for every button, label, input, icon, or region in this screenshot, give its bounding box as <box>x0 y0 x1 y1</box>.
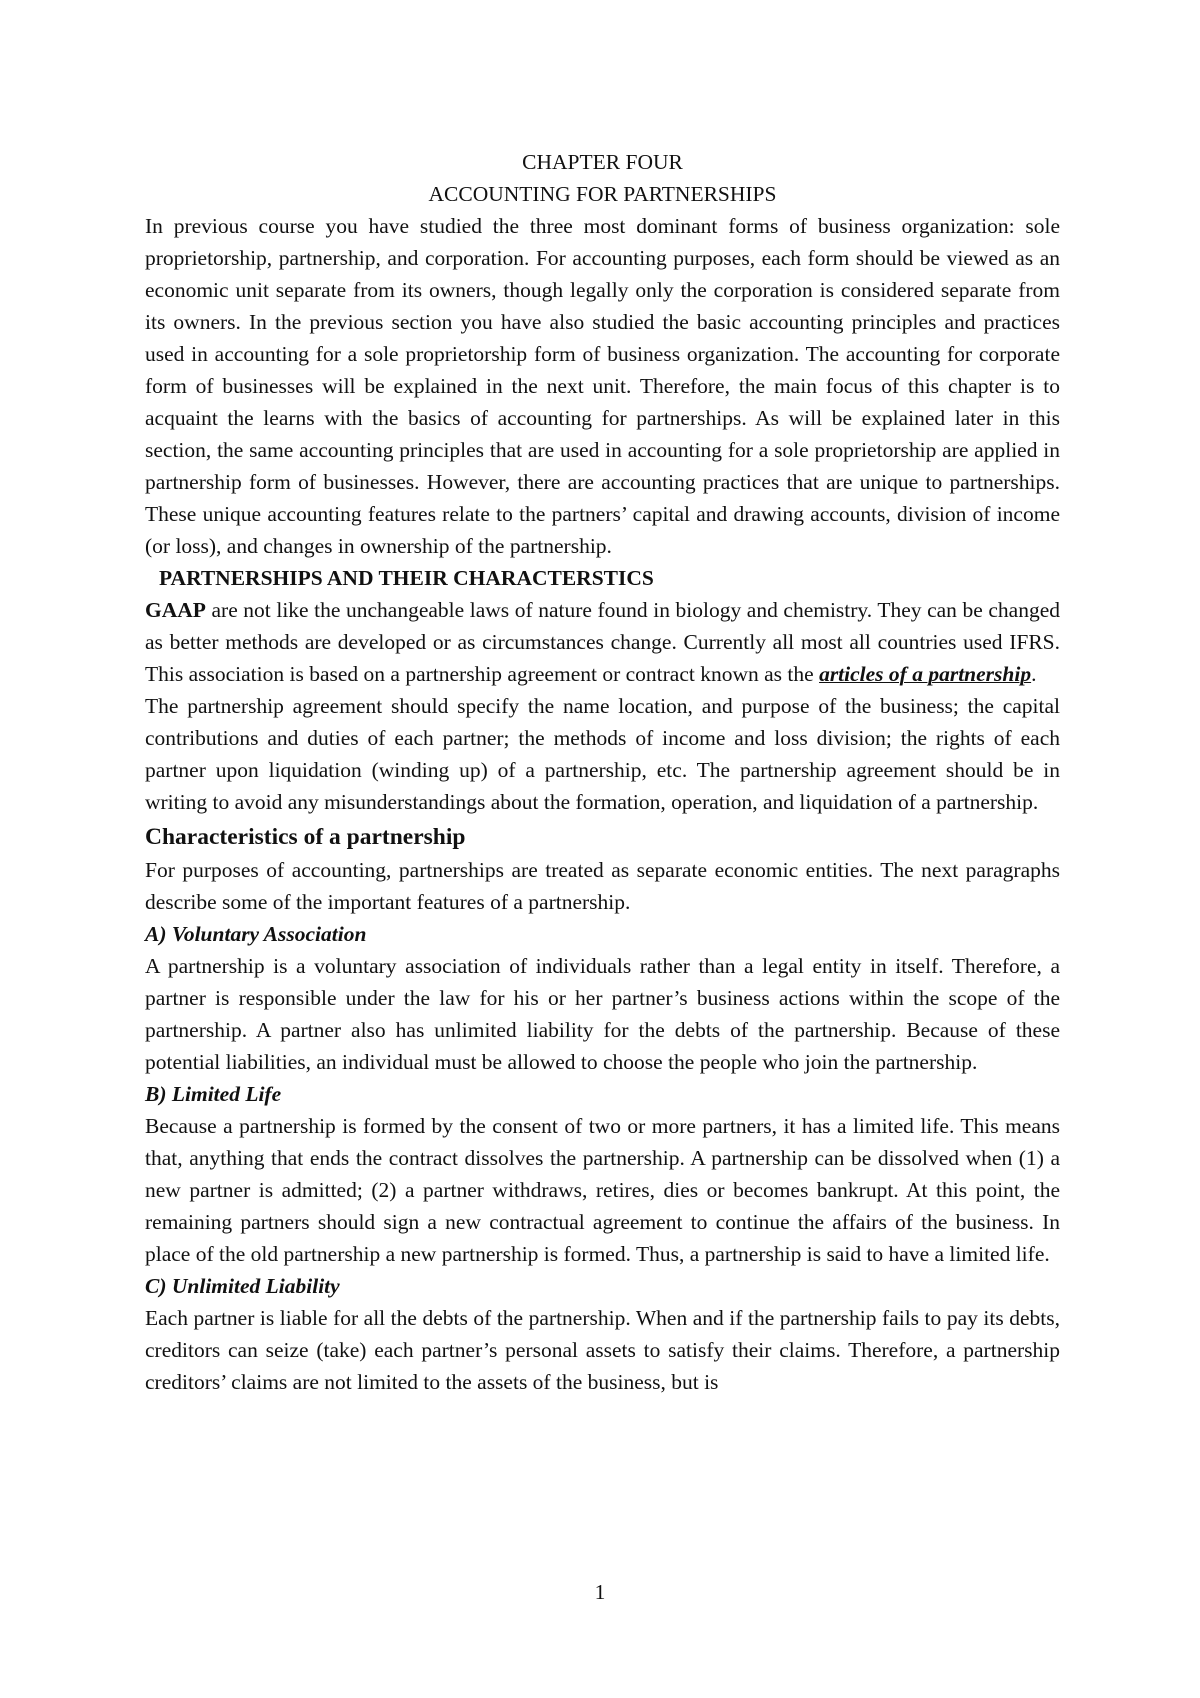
feature-text-limited-life: Because a partnership is formed by the consent of two or more partners, it has a limited life. This means that, anything that ends the contract dissolves the partnership. A partnership can be dissolved when (1) a new partner is admitted; (2) a partner withdraws, retires, dies or becomes bankrupt. At this point, the remaining partners should sign a new contractual agreement to continue the affairs of the business. In place of the old partnership a new partnership is formed. Thus, a partnership is said to have a limited life. <box>145 1114 1060 1266</box>
gaap-tail: . <box>1031 662 1037 686</box>
gaap-term: GAAP <box>145 598 206 622</box>
feature-text-voluntary: A partnership is a voluntary association of individuals rather than a legal entity in itself. Therefore, a partner is responsible under the law for his or her partner’s business actions within the scope of the partnership. A partner also has unlimited liability for the debts of the partnership. Because of these potential liabilities, an individual must be allowed to choose the people who join the partnership. <box>145 954 1060 1074</box>
feature-title-limited-life: B) Limited Life <box>145 1082 282 1106</box>
feature-title-unlimited-liability: C) Unlimited Liability <box>145 1274 340 1298</box>
gaap-body: are not like the unchangeable laws of nature found in biology and chemistry. They can be changed as better methods are developed or as circumstances change. Currently all most all countries used IFRS. This association is based on a partnership agreement or contract known as the <box>145 598 1060 686</box>
characteristics-heading: Characteristics of a partnership <box>145 824 466 850</box>
section-heading: PARTNERSHIPS AND THEIR CHARACTERSTICS <box>159 566 654 590</box>
feature-title-voluntary: A) Voluntary Association <box>145 922 367 946</box>
chapter-label: CHAPTER FOUR <box>522 150 683 174</box>
agreement-paragraph: The partnership agreement should specify the name location, and purpose of the business; the capital contributions and duties of each partner; the methods of income and loss division; the rights of each partner upon liquidation (winding up) of a partnership, etc. The partnership agreement should be in writing to avoid any misunderstandings about the formation, operation, and liquidation of a partnership. <box>145 694 1060 814</box>
feature-text-unlimited-liability: Each partner is liable for all the debts of the partnership. When and if the partnership fails to pay its debts, creditors can seize (take) each partner’s personal assets to satisfy their claims. Therefore, a partnership creditors’ claims are not limited to the assets of the business, but is <box>145 1306 1060 1394</box>
characteristics-intro: For purposes of accounting, partnerships are treated as separate economic entities. The next paragraphs describe some of the important features of a partnership. <box>145 858 1060 914</box>
intro-paragraph: In previous course you have studied the three most dominant forms of business organization: sole proprietorship, partnership, and corporation. For accounting purposes, each form should be viewed as an economic unit separate from its owners, though legally only the corporation is considered separate from its owners. In the previous section you have also studied the basic accounting principles and practices used in accounting for a sole proprietorship form of business organization. The accounting for corporate form of businesses will be explained in the next unit. Therefore, the main focus of this chapter is to acquaint the learns with the basics of accounting for partnerships. As will be explained later in this section, the same accounting principles that are used in accounting for a sole proprietorship are applied in partnership form of businesses. However, there are accounting practices that are unique to partnerships. These unique accounting features relate to the partners’ capital and drawing accounts, division of income (or loss), and changes in ownership of the partnership. <box>145 214 1060 558</box>
page-number: 1 <box>594 1580 606 1604</box>
chapter-title: ACCOUNTING FOR PARTNERSHIPS <box>428 182 777 206</box>
articles-term: articles of a partnership <box>819 662 1032 686</box>
gaap-paragraph <box>145 594 1060 690</box>
document-page <box>145 146 1060 1398</box>
